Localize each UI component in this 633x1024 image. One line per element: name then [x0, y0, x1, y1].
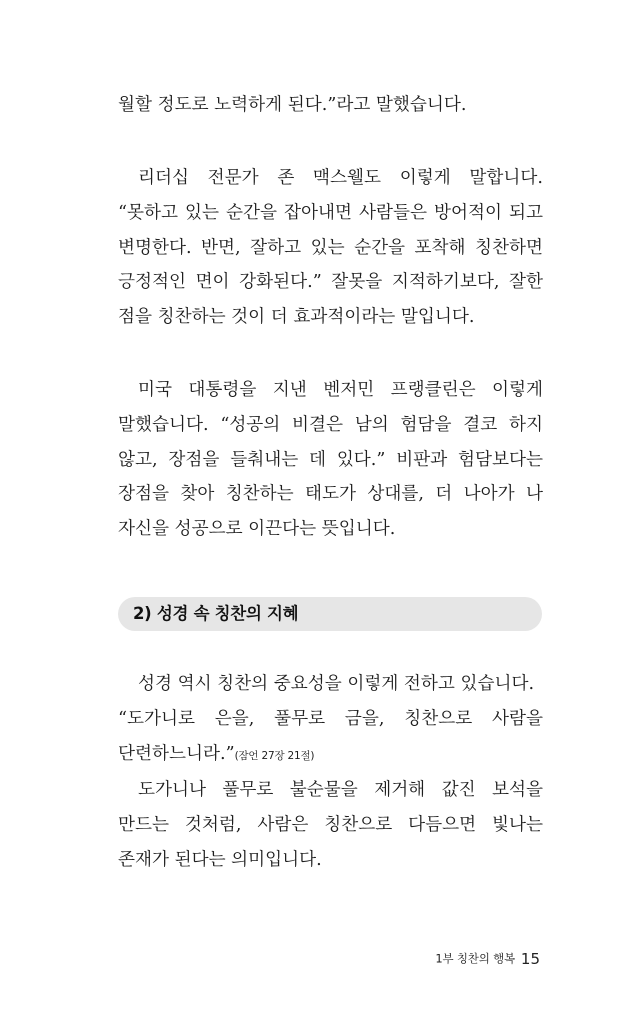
- bible-reference: (잠언 27장 21절): [234, 749, 315, 762]
- paragraph-bible-intro: 성경 역시 칭찬의 중요성을 이렇게 전하고 있습니다.: [138, 674, 535, 694]
- section-heading: 2) 성경 속 칭찬의 지혜: [133, 604, 299, 623]
- paragraph-proverbs-quote: [118, 702, 543, 774]
- footer-section-title: 1부 칭찬의 행복: [435, 951, 515, 966]
- paragraph-continuation: 월할 정도로 노력하게 된다.”라고 말했습니다.: [118, 95, 467, 115]
- page-footer: [435, 948, 540, 968]
- paragraph-franklin-quote: 미국 대통령을 지낸 벤저민 프랭클린은 이렇게 말했습니다. “성공의 비결은 남의 험담을 결코 하지 않고, 장점을 들춰내는 데 있다.” 비판과 험담보다는 장점을 찾아 칭찬하는 태도가 상대를, 더 나아가 나 자신을 성공으로 이끈다는 뜻입니다.: [118, 380, 543, 540]
- proverbs-quote-text: “도가니로 은을, 풀무로 금을, 칭찬으로 사람을 단련하느니라.”: [118, 709, 543, 764]
- page-number: 15: [520, 949, 540, 968]
- paragraph-explanation: 도가니나 풀무로 불순물을 제거해 값진 보석을 만드는 것처럼, 사람은 칭찬으로 다듬으면 빛나는 존재가 된다는 의미입니다.: [118, 780, 543, 870]
- paragraph-maxwell-quote: 리더십 전문가 존 맥스웰도 이렇게 말합니다. “못하고 있는 순간을 잡아내면 사람들은 방어적이 되고 변명한다. 반면, 잘하고 있는 순간을 포착해 칭찬하면 긍정적인 면이 강화된다.” 잘못을 지적하기보다, 잘한 점을 칭찬하는 것이 더 효과적이라는 말입니다.: [118, 168, 543, 328]
- section-heading-bar: [118, 597, 542, 631]
